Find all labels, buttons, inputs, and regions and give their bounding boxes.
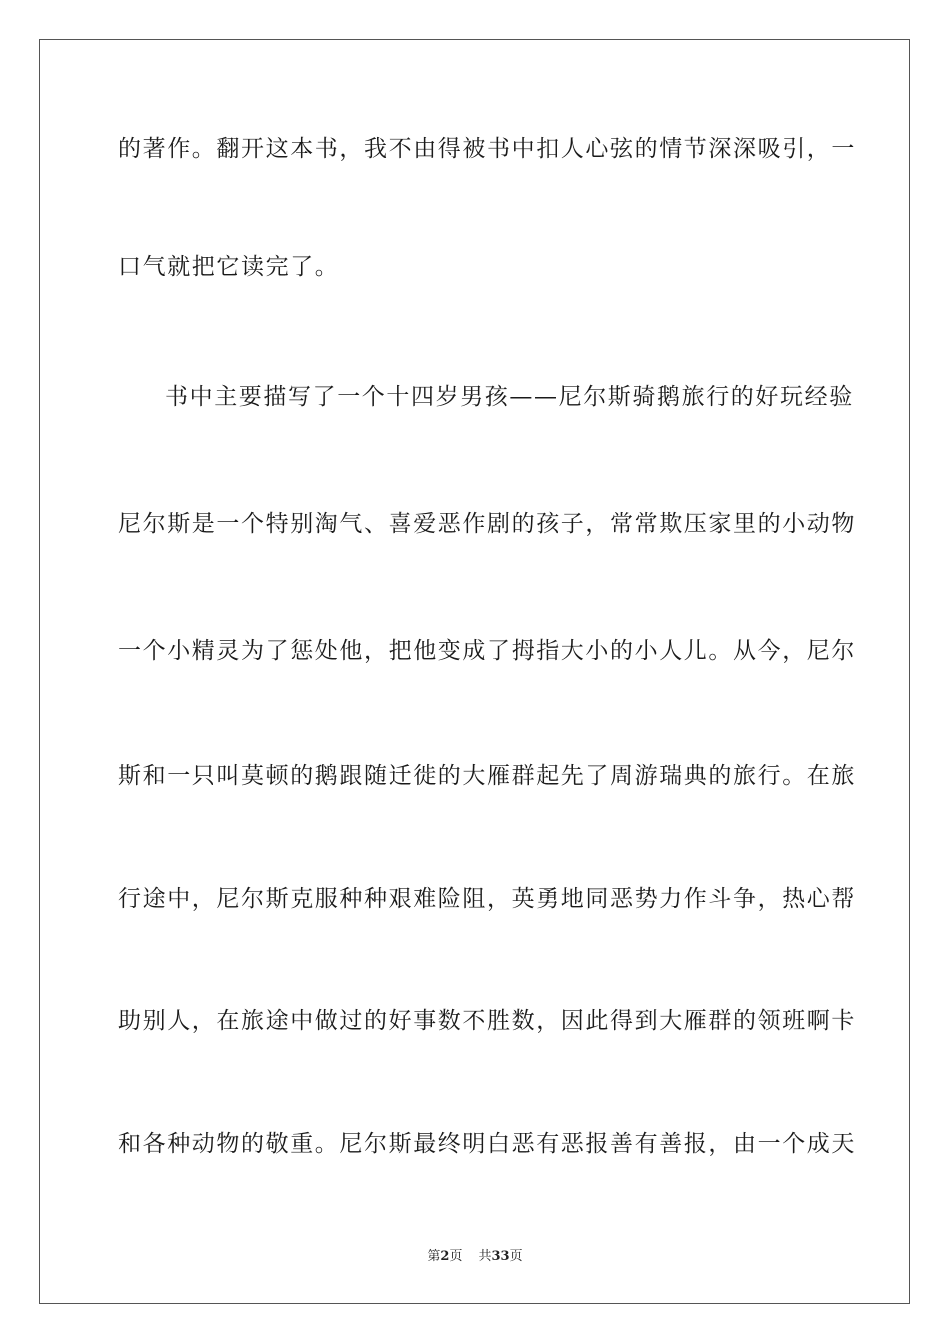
body-line-6: 斯和一只叫莫顿的鹅跟随迁徙的大雁群起先了周游瑞典的旅行。在旅	[118, 763, 856, 789]
body-line-4: 尼尔斯是一个特别淘气、喜爱恶作剧的孩子，常常欺压家里的小动物	[118, 511, 856, 537]
page-suffix: 页	[449, 1249, 463, 1264]
body-line-1: 的著作。翻开这本书，我不由得被书中扣人心弦的情节深深吸引，一	[118, 136, 856, 162]
page-prefix: 第	[427, 1249, 441, 1264]
body-line-2: 口气就把它读完了。	[118, 254, 340, 280]
total-prefix: 共	[478, 1249, 492, 1264]
page-number: 2	[440, 1249, 450, 1264]
page-border	[39, 39, 910, 1304]
body-line-3: 书中主要描写了一个十四岁男孩——尼尔斯骑鹅旅行的好玩经验	[165, 384, 854, 410]
body-line-8: 助别人，在旅途中做过的好事数不胜数，因此得到大雁群的领班啊卡	[118, 1008, 856, 1034]
body-line-9: 和各种动物的敬重。尼尔斯最终明白恶有恶报善有善报，由一个成天	[118, 1131, 856, 1157]
total-pages: 33	[491, 1249, 510, 1264]
page-footer	[0, 1248, 950, 1266]
body-line-5: 一个小精灵为了惩处他，把他变成了拇指大小的小人儿。从今，尼尔	[118, 638, 856, 664]
body-line-7: 行途中，尼尔斯克服种种艰难险阻，英勇地同恶势力作斗争，热心帮	[118, 886, 856, 912]
total-suffix: 页	[509, 1249, 523, 1264]
